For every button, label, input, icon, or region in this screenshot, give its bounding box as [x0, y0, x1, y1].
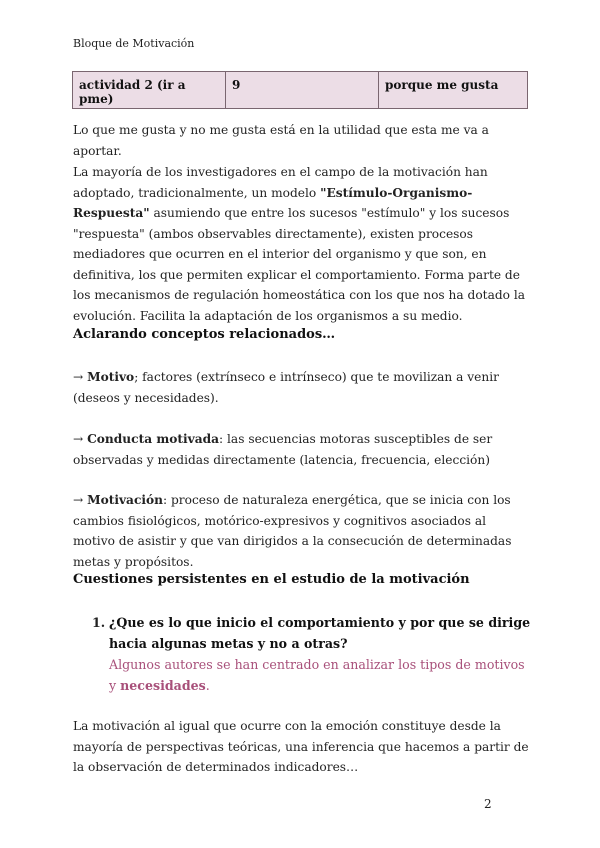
paragraph-text: asumiendo que entre los sucesos "estímulo" y los sucesos "respuesta" (ambos observables directamente), existen procesos mediadores que ocurren en el interior del organismo y que son, en definitiva, los que permiten explicar el comportamiento. Forma parte de los mecanismos de regulación homeostática con los que nos ha dotado la evolución. Facilita la adaptación de los organismos a su medio. — [73, 206, 526, 323]
model-paragraph — [73, 162, 529, 326]
section-heading: Aclarando conceptos relacionados… — [73, 327, 336, 342]
answer-part: Algunos autores se han centrado en analizar los tipos de motivos y — [109, 657, 525, 693]
arrow-icon: → — [73, 432, 84, 446]
section-heading: Cuestiones persistentes en el estudio de la motivación — [73, 572, 470, 587]
concept-separator: : — [163, 493, 168, 507]
concept-text: factores (extrínseco e intrínseco) que te movilizan a venir (deseos y necesidades). — [73, 370, 499, 405]
concept-item — [73, 367, 529, 408]
answer-part: . — [205, 678, 210, 693]
closing-paragraph: La motivación al igual que ocurre con la emoción constituye desde la mayoría de perspectivas teóricas, una inferencia que hacemos a partir de la observación de determinados indicadores… — [73, 719, 529, 774]
concept-text: las secuencias motoras susceptibles de ser observadas y medidas directamente (latencia, frecuencia, elección) — [73, 432, 493, 467]
concept-item — [73, 429, 529, 470]
table-cell: actividad 2 (ir a pme) — [73, 72, 226, 109]
paragraph-text: La mayoría de los investigadores en el campo de la motivación han adoptado, tradicionalmente, un modelo — [73, 165, 488, 200]
concept-separator: : — [219, 432, 224, 446]
table-row — [73, 72, 528, 109]
arrow-icon: → — [73, 370, 84, 384]
page-header: Bloque de Motivación — [73, 37, 195, 50]
activity-table — [72, 71, 528, 109]
answer-emphasis: necesidades — [120, 678, 206, 693]
table-cell: 9 — [226, 72, 379, 109]
table-cell: porque me gusta — [379, 72, 528, 109]
question-item — [92, 612, 532, 696]
model-name: "Estímulo-Organismo-Respuesta" — [73, 185, 473, 220]
question-text: ¿Que es lo que inicio el comportamiento y por que se dirige hacia algunas metas y no a otras? — [109, 615, 531, 651]
intro-paragraph: Lo que me gusta y no me gusta está en la utilidad que esta me va a aportar. — [73, 123, 489, 158]
concept-term: Motivación — [87, 493, 163, 507]
page-number: 2 — [484, 797, 492, 811]
concept-text: proceso de naturaleza energética, que se inicia con los cambios fisiológicos, motórico-expresivos y cognitivos asociados al motivo de asistir y que van dirigidos a la consecución de determinadas metas y propósitos. — [73, 493, 512, 569]
answer-text — [109, 654, 532, 696]
list-number: 1. — [92, 615, 106, 630]
concept-term: Motivo — [87, 370, 135, 384]
concept-item — [73, 490, 529, 572]
concept-separator: ; — [134, 370, 139, 384]
concept-term: Conducta motivada — [87, 432, 220, 446]
arrow-icon: → — [73, 493, 84, 507]
